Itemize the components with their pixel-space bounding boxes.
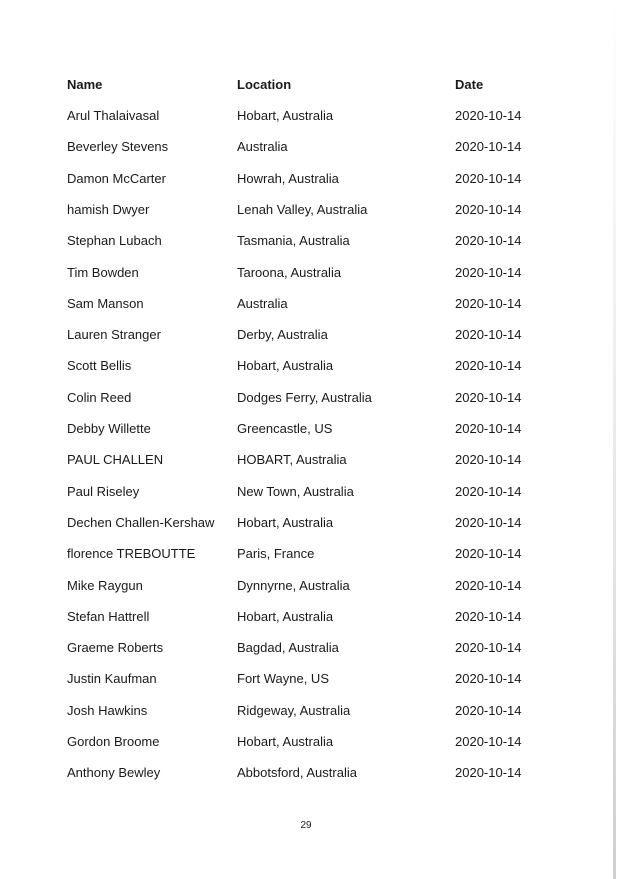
cell-date: 2020-10-14: [455, 296, 522, 311]
cell-location: Hobart, Australia: [237, 609, 334, 624]
page-number: 29: [300, 820, 312, 831]
cell-date: 2020-10-14: [455, 734, 522, 749]
cell-date: 2020-10-14: [455, 390, 522, 405]
cell-date: 2020-10-14: [455, 484, 522, 499]
table-row: [0, 730, 622, 754]
header-name: Name: [67, 77, 103, 92]
cell-location: Dodges Ferry, Australia: [237, 390, 372, 405]
header-date: Date: [455, 77, 484, 92]
cell-location: Abbotsford, Australia: [237, 765, 357, 780]
cell-name: florence TREBOUTTE: [67, 546, 196, 561]
table-row: [0, 229, 622, 253]
cell-name: Gordon Broome: [67, 734, 160, 749]
cell-date: 2020-10-14: [455, 578, 522, 593]
table-row: [0, 542, 622, 566]
table-row: [0, 480, 622, 504]
cell-date: 2020-10-14: [455, 609, 522, 624]
header-location: Location: [237, 77, 292, 92]
table-row: [0, 292, 622, 316]
cell-location: Australia: [237, 139, 288, 154]
table-header: [0, 73, 622, 97]
cell-location: Ridgeway, Australia: [237, 703, 351, 718]
cell-date: 2020-10-14: [455, 640, 522, 655]
cell-date: 2020-10-14: [455, 452, 522, 467]
cell-name: Lauren Stranger: [67, 327, 161, 342]
table-row: [0, 605, 622, 629]
table-row: [0, 323, 622, 347]
cell-location: Greencastle, US: [237, 421, 333, 436]
table-row: [0, 636, 622, 660]
cell-location: Lenah Valley, Australia: [237, 202, 368, 217]
cell-name: Dechen Challen-Kershaw: [67, 515, 215, 530]
cell-name: Damon McCarter: [67, 171, 166, 186]
table-row: [0, 448, 622, 472]
cell-date: 2020-10-14: [455, 171, 522, 186]
cell-location: New Town, Australia: [237, 484, 354, 499]
table-row: [0, 417, 622, 441]
table-row: [0, 511, 622, 535]
cell-location: Tasmania, Australia: [237, 233, 350, 248]
cell-date: 2020-10-14: [455, 265, 522, 280]
cell-name: Graeme Roberts: [67, 640, 164, 655]
table-row: [0, 667, 622, 691]
cell-location: HOBART, Australia: [237, 452, 347, 467]
cell-date: 2020-10-14: [455, 421, 522, 436]
cell-location: Hobart, Australia: [237, 734, 334, 749]
cell-name: Scott Bellis: [67, 358, 132, 373]
cell-date: 2020-10-14: [455, 139, 522, 154]
cell-name: Mike Raygun: [67, 578, 143, 593]
cell-name: Tim Bowden: [67, 265, 139, 280]
table-row: [0, 167, 622, 191]
cell-name: Anthony Bewley: [67, 765, 161, 780]
table-row: [0, 198, 622, 222]
table-row: [0, 761, 622, 785]
cell-date: 2020-10-14: [455, 671, 522, 686]
table-row: [0, 574, 622, 598]
cell-location: Taroona, Australia: [237, 265, 342, 280]
cell-name: Arul Thalaivasal: [67, 108, 160, 123]
cell-location: Australia: [237, 296, 288, 311]
cell-location: Hobart, Australia: [237, 358, 334, 373]
cell-location: Paris, France: [237, 546, 315, 561]
cell-name: Stephan Lubach: [67, 233, 162, 248]
cell-date: 2020-10-14: [455, 515, 522, 530]
cell-date: 2020-10-14: [455, 108, 522, 123]
cell-name: PAUL CHALLEN: [67, 452, 164, 467]
cell-date: 2020-10-14: [455, 703, 522, 718]
cell-name: Justin Kaufman: [67, 671, 157, 686]
table-row: [0, 135, 622, 159]
cell-location: Hobart, Australia: [237, 108, 334, 123]
cell-name: Sam Manson: [67, 296, 144, 311]
cell-date: 2020-10-14: [455, 546, 522, 561]
cell-name: Debby Willette: [67, 421, 151, 436]
cell-date: 2020-10-14: [455, 233, 522, 248]
table-row: [0, 699, 622, 723]
cell-name: Paul Riseley: [67, 484, 140, 499]
table-row: [0, 261, 622, 285]
cell-date: 2020-10-14: [455, 327, 522, 342]
cell-name: Colin Reed: [67, 390, 132, 405]
table-row: [0, 354, 622, 378]
cell-location: Bagdad, Australia: [237, 640, 339, 655]
cell-location: Dynnyrne, Australia: [237, 578, 350, 593]
cell-date: 2020-10-14: [455, 358, 522, 373]
table-row: [0, 104, 622, 128]
cell-location: Fort Wayne, US: [237, 671, 329, 686]
cell-date: 2020-10-14: [455, 202, 522, 217]
cell-location: Hobart, Australia: [237, 515, 334, 530]
cell-date: 2020-10-14: [455, 765, 522, 780]
cell-name: Stefan Hattrell: [67, 609, 150, 624]
cell-name: hamish Dwyer: [67, 202, 150, 217]
cell-name: Beverley Stevens: [67, 139, 169, 154]
cell-name: Josh Hawkins: [67, 703, 148, 718]
table-row: [0, 386, 622, 410]
cell-location: Derby, Australia: [237, 327, 328, 342]
cell-location: Howrah, Australia: [237, 171, 339, 186]
page-edge-shadow: [613, 0, 616, 879]
